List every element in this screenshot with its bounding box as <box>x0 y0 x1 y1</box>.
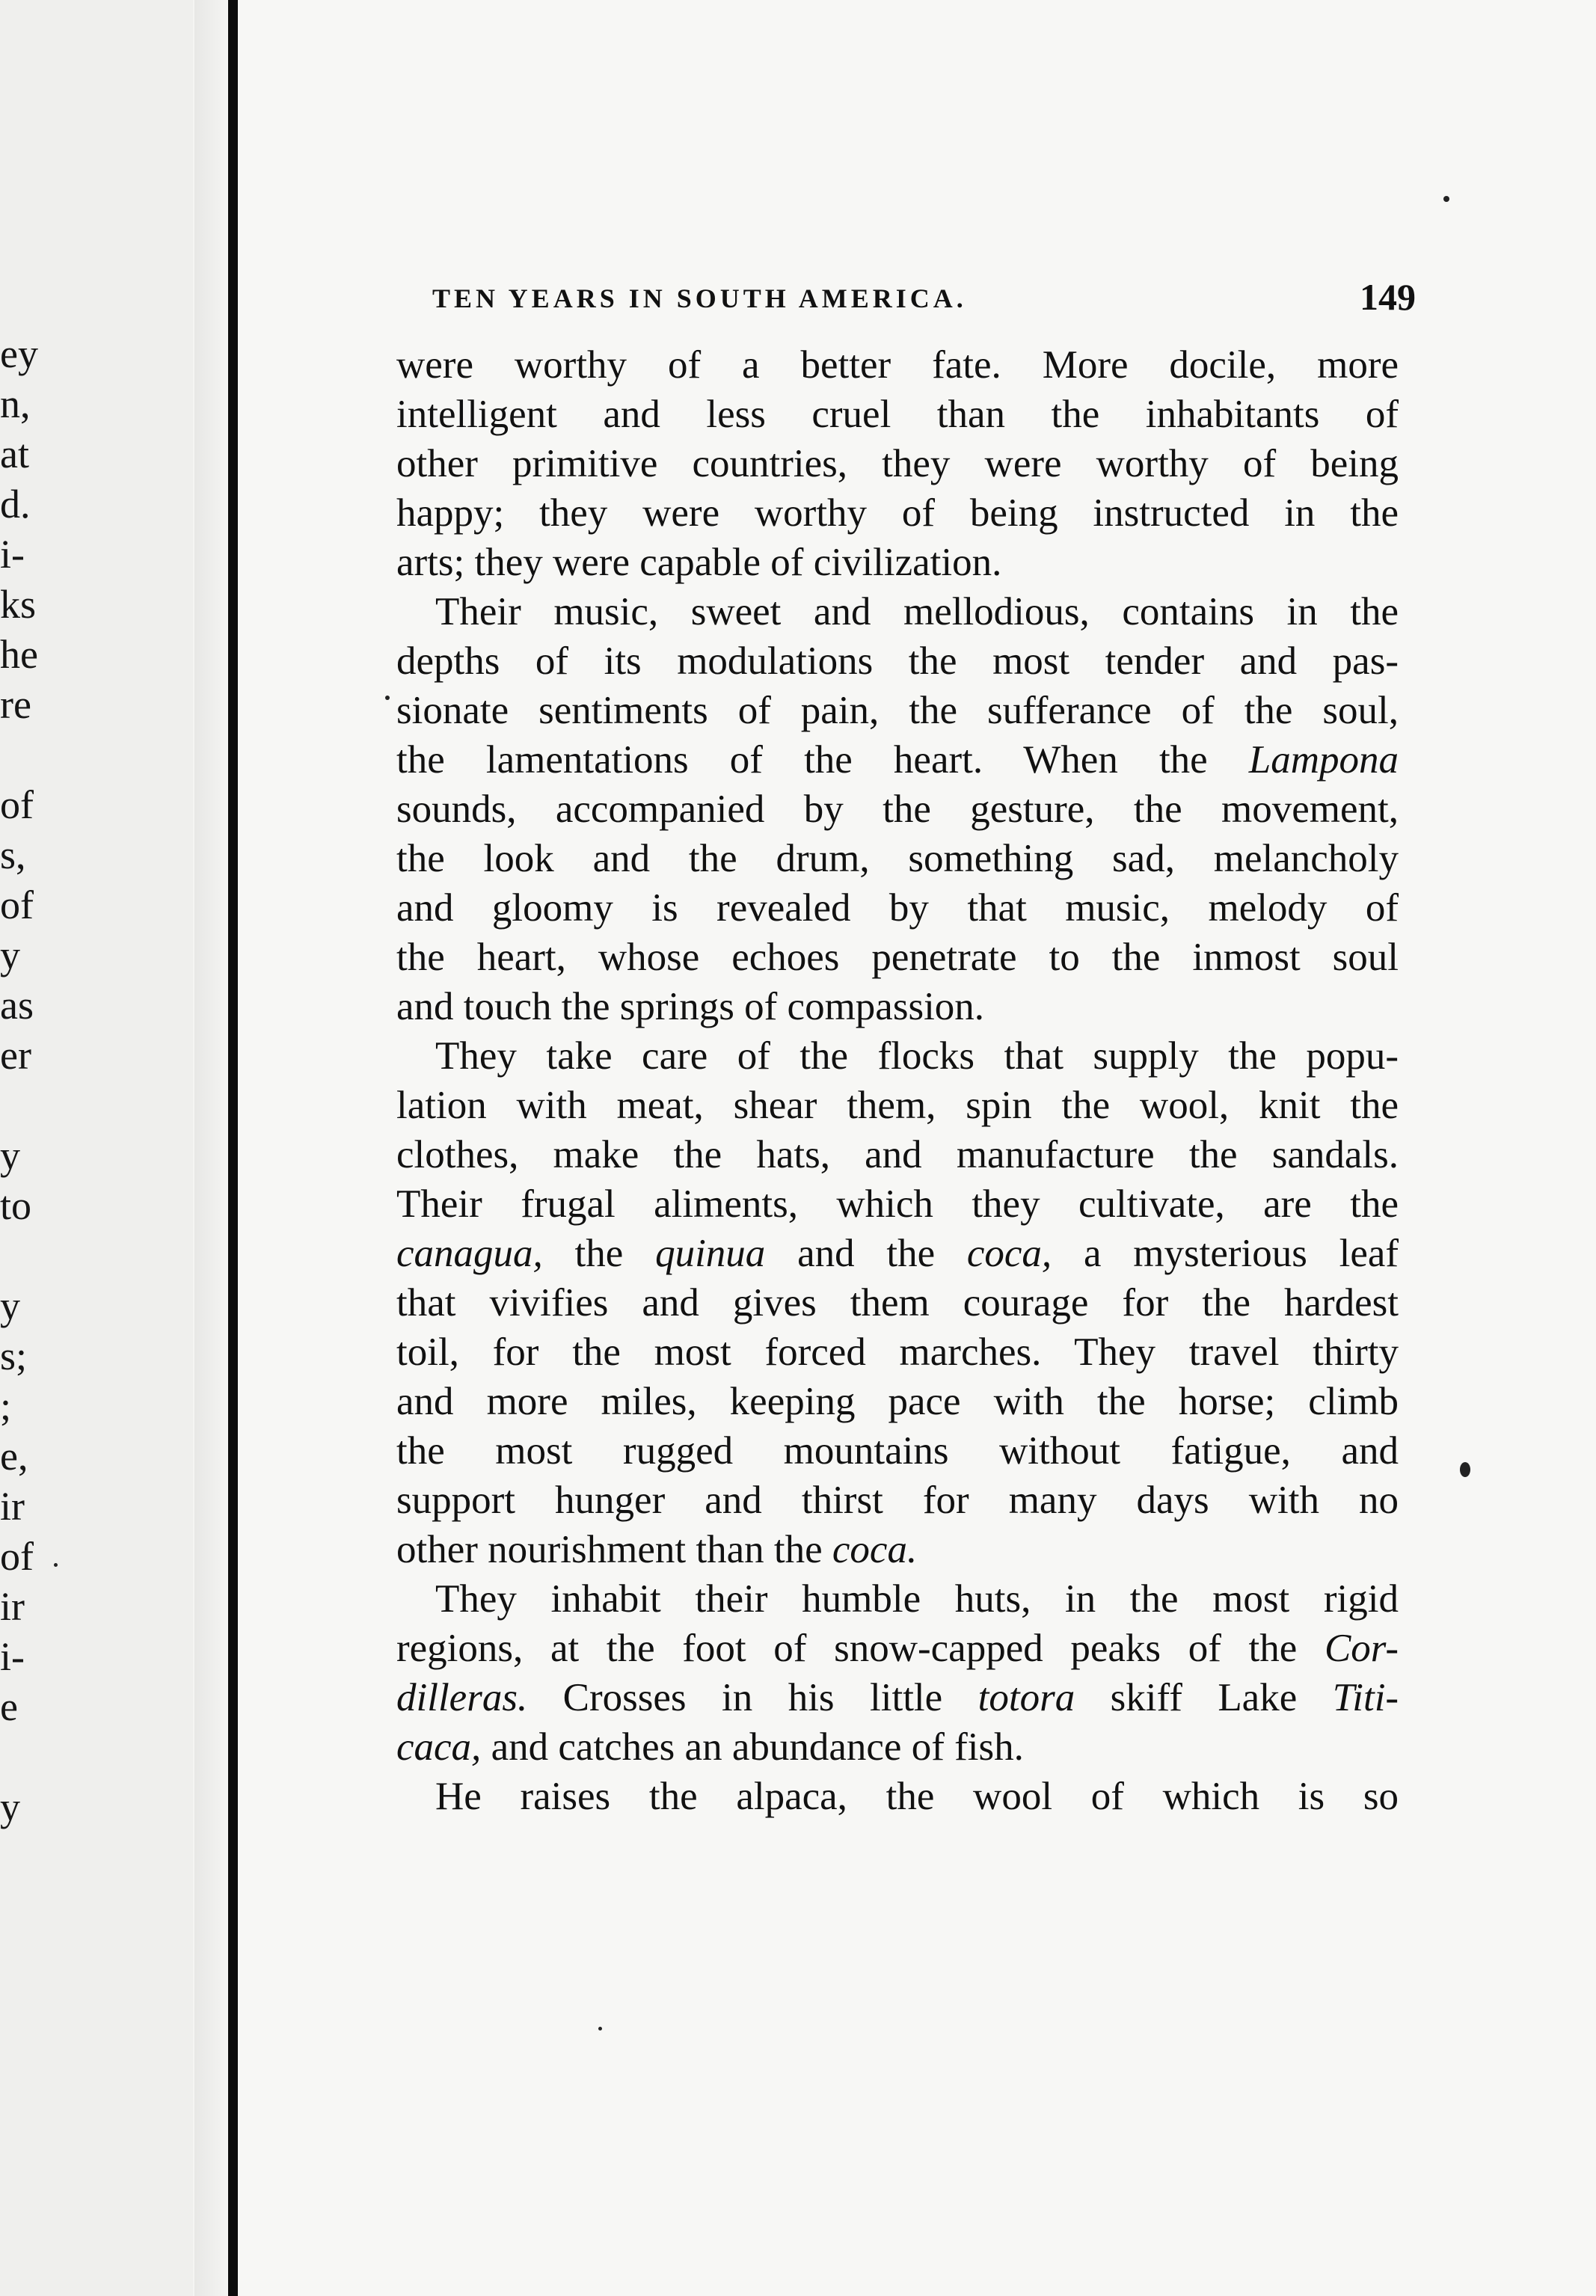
text-line: and more miles, keeping pace with the horse; climb <box>396 1380 1399 1423</box>
text-line: dilleras. Crosses in his little totora skiff Lake Titi- <box>396 1676 1399 1719</box>
text-line: the most rugged mountains without fatigue, and <box>396 1429 1399 1473</box>
text-line: caca, and catches an abundance of fish. <box>396 1725 1024 1769</box>
left-page-fragment: e, <box>0 1434 28 1479</box>
left-page-fragment: he <box>0 632 38 677</box>
left-page-fragment: of <box>0 883 34 927</box>
left-page-fragment: ir <box>0 1484 25 1529</box>
text-line: the look and the drum, something sad, melancholy <box>396 837 1399 880</box>
left-page-fragment: y <box>0 1283 20 1328</box>
text-line: that vivifies and gives them courage for the hardest <box>396 1281 1399 1325</box>
text-line: intelligent and less cruel than the inhabitants of <box>396 393 1399 436</box>
binding-line <box>228 0 238 2296</box>
left-page-fragment: ey <box>0 331 38 376</box>
left-page-fragment: er <box>0 1033 31 1078</box>
gutter-shadow <box>194 0 228 2296</box>
text-line: happy; they were worthy of being instructed in the <box>396 491 1399 535</box>
text-line: Their frugal aliments, which they cultivate, are the <box>396 1182 1399 1226</box>
left-page-fragment: re <box>0 682 31 727</box>
left-page-fragment <box>0 1732 30 1782</box>
left-page-fragment: s; <box>0 1333 28 1378</box>
page-number: 149 <box>1360 276 1416 318</box>
scan-speck <box>598 2027 602 2031</box>
text-line: other primitive countries, they were worthy of being <box>396 442 1399 485</box>
running-title: TEN YEARS IN SOUTH AMERICA. <box>432 283 967 313</box>
text-line: arts; they were capable of civilization. <box>396 541 1002 584</box>
text-line: and gloomy is revealed by that music, melody of <box>396 886 1399 930</box>
left-page-fragment: of <box>0 1534 34 1579</box>
scan-speck <box>54 1563 58 1567</box>
text-line: He raises the alpaca, the wool of which is so <box>435 1775 1399 1818</box>
left-page-fragment: to <box>0 1183 32 1228</box>
text-line: They inhabit their humble huts, in the most rigid <box>435 1577 1399 1621</box>
left-page-text-fragments <box>0 329 38 1832</box>
text-line: clothes, make the hats, and manufacture the sandals. <box>396 1133 1399 1176</box>
text-line: regions, at the foot of snow-capped peaks of the Cor- <box>396 1627 1399 1670</box>
left-page-fragment: of <box>0 782 34 827</box>
text-line: depths of its modulations the most tender and pas- <box>396 639 1399 683</box>
left-page-fragment: i- <box>0 1634 25 1679</box>
body-text <box>396 340 1399 1821</box>
left-page-fragment: y <box>0 1784 20 1829</box>
left-page-fragment: i- <box>0 532 25 577</box>
text-line: sounds, accompanied by the gesture, the movement, <box>396 788 1399 831</box>
left-page-fragment: y <box>0 933 20 977</box>
text-line: toil, for the most forced marches. They travel thirty <box>396 1330 1399 1374</box>
scan-speck <box>385 696 390 700</box>
left-facing-page <box>0 0 193 2296</box>
left-page-fragment: ir <box>0 1584 25 1629</box>
left-page-fragment: n, <box>0 381 31 426</box>
text-line: lation with meat, shear them, spin the wool, knit the <box>396 1084 1399 1127</box>
text-line: canagua, the quinua and the coca, a mysterious leaf <box>396 1232 1399 1275</box>
left-page-fragment: ks <box>0 582 37 627</box>
left-page-fragment: e <box>0 1684 18 1729</box>
running-head <box>432 275 1434 328</box>
text-line: and touch the springs of compassion. <box>396 985 985 1028</box>
scan-speck <box>1443 196 1449 202</box>
text-line: other nourishment than the coca. <box>396 1528 918 1571</box>
left-page-fragment <box>0 730 30 780</box>
text-line: the lamentations of the heart. When the Lampona <box>396 738 1399 782</box>
left-page-fragment: at <box>0 432 29 476</box>
left-page-fragment: y <box>0 1133 20 1178</box>
left-page-fragment: ; <box>0 1384 12 1428</box>
left-page-fragment <box>0 1231 30 1281</box>
scan-speck <box>1460 1462 1470 1477</box>
text-line: were worthy of a better fate. More docile, more <box>396 343 1399 387</box>
left-page-fragment: as <box>0 983 34 1028</box>
text-line: the heart, whose echoes penetrate to the inmost soul <box>396 936 1399 979</box>
left-page-fragment: d. <box>0 482 31 527</box>
text-line: sionate sentiments of pain, the sufferance of the soul, <box>396 689 1399 732</box>
text-line: They take care of the flocks that supply the popu- <box>435 1034 1399 1078</box>
left-page-fragment <box>0 1081 30 1131</box>
text-line: support hunger and thirst for many days with no <box>396 1479 1399 1522</box>
text-line: Their music, sweet and mellodious, contains in the <box>435 590 1399 633</box>
left-page-fragment: s, <box>0 832 26 877</box>
